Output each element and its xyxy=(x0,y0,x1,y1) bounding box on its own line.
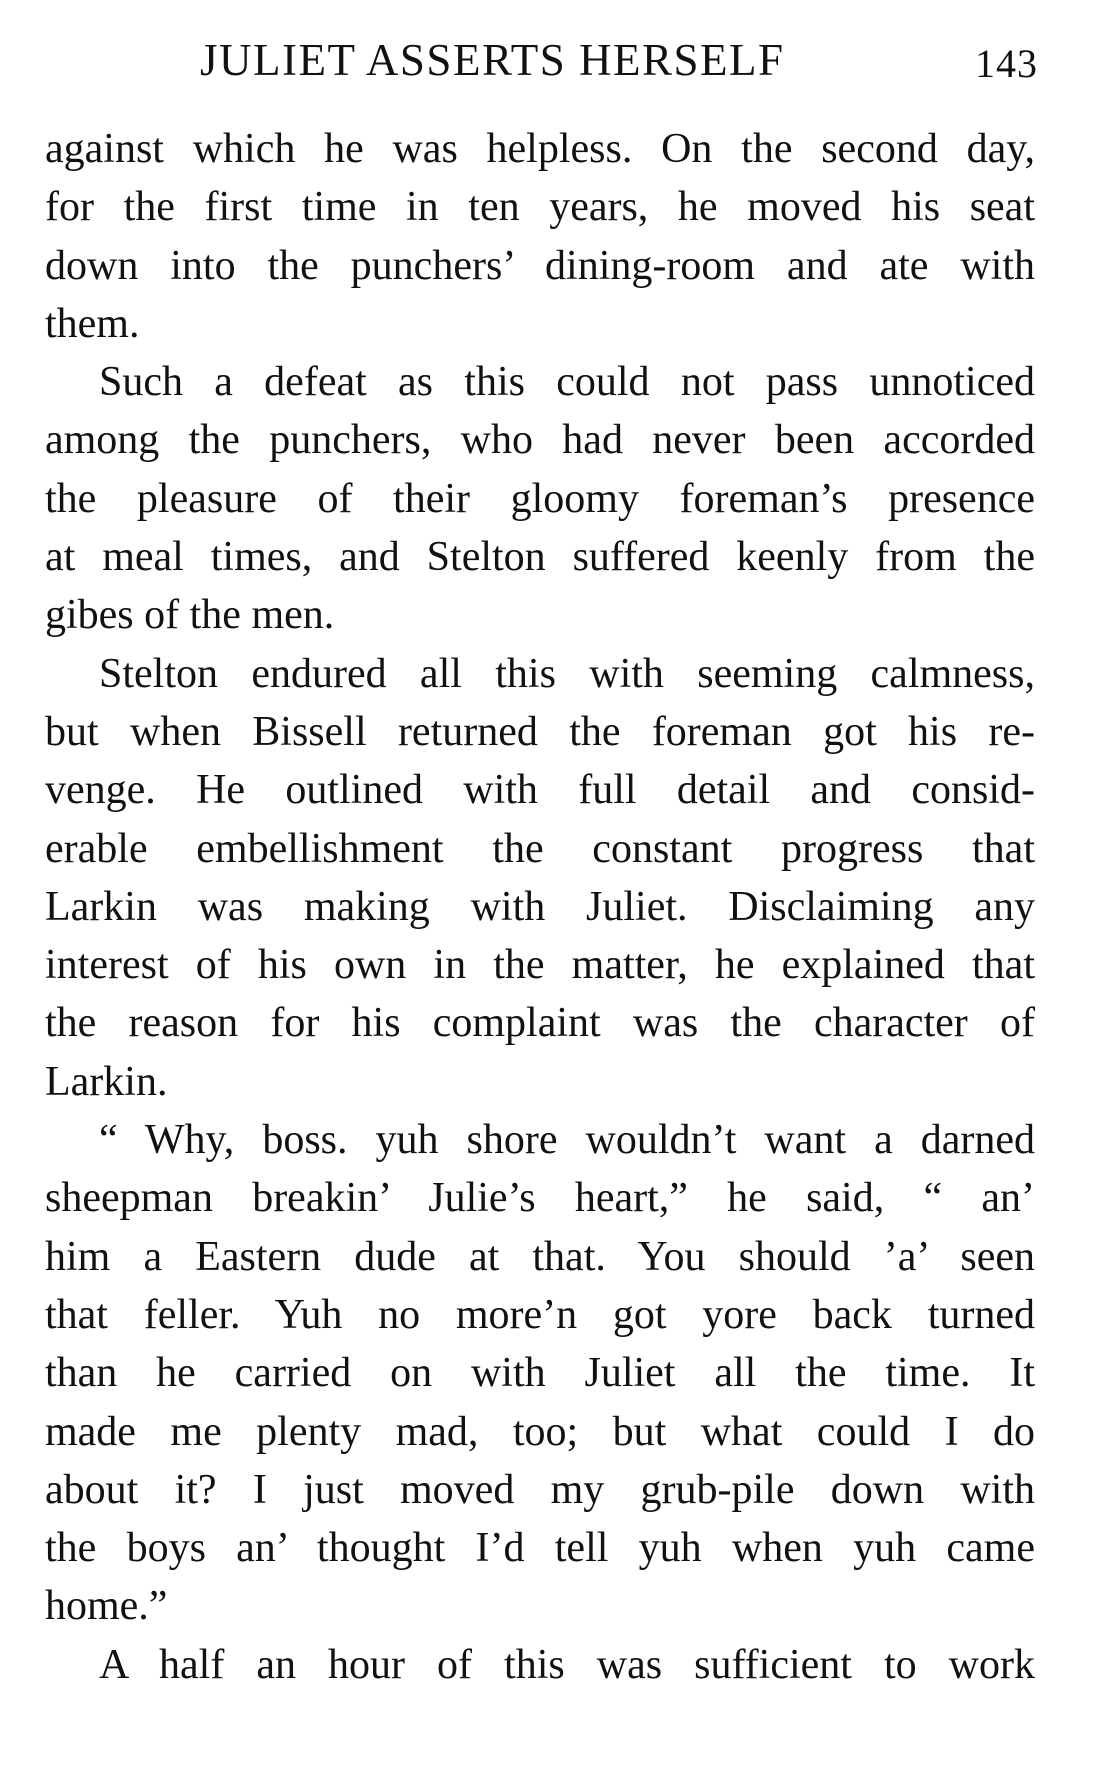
text-line: but when Bissell returned the foreman got his re- xyxy=(45,708,1035,755)
text-line: gibes of the men. xyxy=(45,592,335,639)
text-line: him a Eastern dude at that. You should ’a’ seen xyxy=(45,1233,1035,1280)
text-line: Stelton endured all this with seeming calmness, xyxy=(99,650,1035,697)
text-line: erable embellishment the constant progress that xyxy=(45,825,1035,872)
text-line: Larkin. xyxy=(45,1058,168,1105)
text-line: among the punchers, who had never been accorded xyxy=(45,417,1035,464)
text-line: home.” xyxy=(45,1583,168,1630)
text-line: for the first time in ten years, he moved his seat xyxy=(45,184,1035,231)
text-line: the pleasure of their gloomy foreman’s presence xyxy=(45,475,1035,522)
text-line: sheepman breakin’ Julie’s heart,” he said, “ an’ xyxy=(45,1175,1035,1222)
text-line: the reason for his complaint was the character of xyxy=(45,1000,1035,1047)
text-line: made me plenty mad, too; but what could I do xyxy=(45,1408,1035,1455)
text-line: Larkin was making with Juliet. Disclaiming any xyxy=(45,883,1035,930)
text-line: “ Why, boss. yuh shore wouldn’t want a darned xyxy=(99,1117,1035,1164)
text-line: that feller. Yuh no more’n got yore back turned xyxy=(45,1291,1035,1338)
text-line: against which he was helpless. On the second day, xyxy=(45,126,1035,172)
text-line: down into the punchers’ dining-room and ate with xyxy=(45,242,1035,289)
text-line: the boys an’ thought I’d tell yuh when yuh came xyxy=(45,1525,1035,1572)
page-number: 143 xyxy=(975,41,1038,86)
running-title: JULIET ASSERTS HERSELF xyxy=(200,35,785,85)
text-line: than he carried on with Juliet all the time. It xyxy=(45,1350,1035,1397)
running-head xyxy=(48,28,1038,92)
body-text xyxy=(45,120,1035,1694)
text-line: interest of his own in the matter, he explained that xyxy=(45,942,1035,989)
text-line: them. xyxy=(45,300,140,347)
text-line: A half an hour of this was sufficient to work xyxy=(99,1641,1035,1688)
text-line: about it? I just moved my grub-pile down with xyxy=(45,1466,1035,1513)
text-line: Such a defeat as this could not pass unnoticed xyxy=(99,359,1035,406)
text-line: venge. He outlined with full detail and consid- xyxy=(45,767,1035,814)
text-line: at meal times, and Stelton suffered keenly from the xyxy=(45,534,1035,581)
